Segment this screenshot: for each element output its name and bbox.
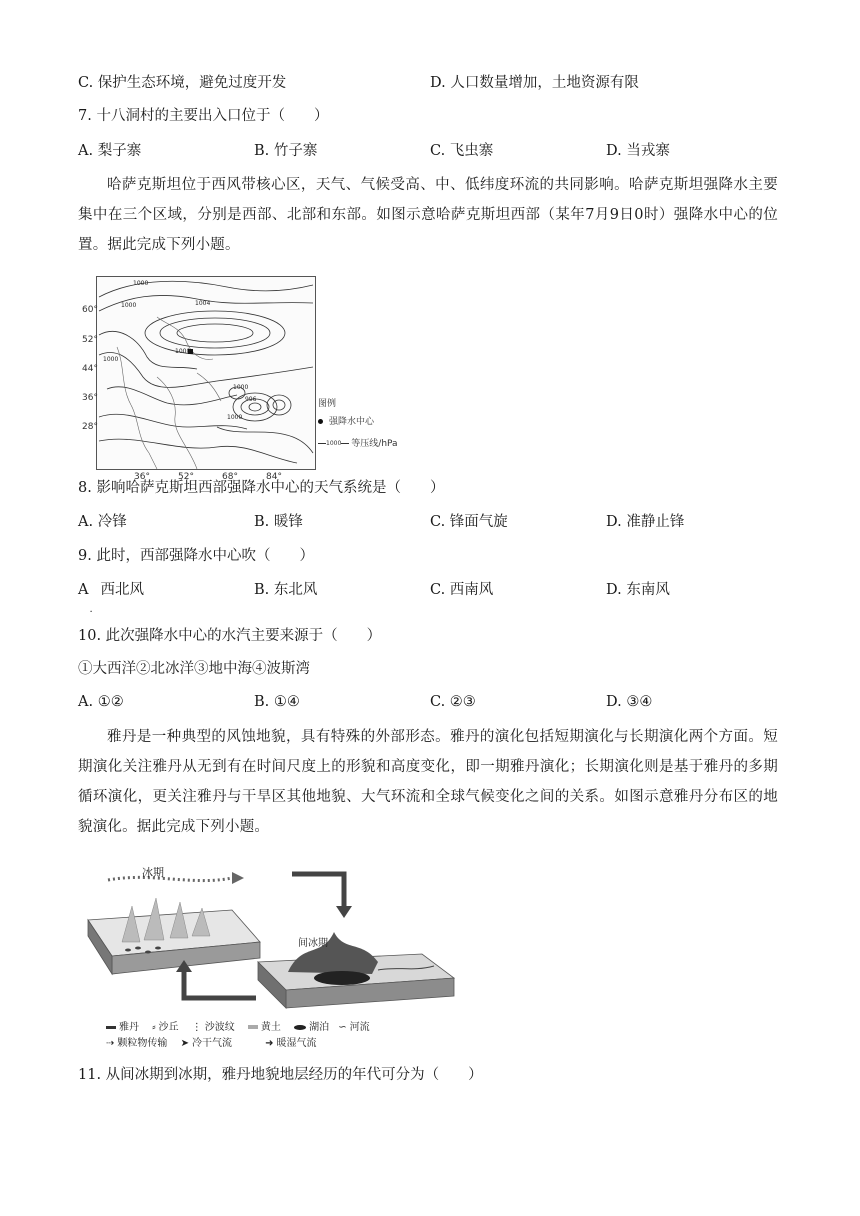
isobar-label: 1004 bbox=[195, 300, 211, 307]
q9-option-d: D. 东南风 bbox=[606, 582, 670, 598]
yardang-mark bbox=[135, 947, 141, 950]
isobar-label: 1000 bbox=[175, 348, 191, 355]
lon-tick: 68° bbox=[222, 472, 238, 482]
q9-option-b: B. 东北风 bbox=[254, 582, 318, 598]
q7-option-c: C. 飞虫寨 bbox=[430, 143, 494, 159]
legend-yardang: 雅丹 bbox=[119, 1022, 139, 1033]
q6-option-d: D. 人口数量增加，土地资源有限 bbox=[430, 75, 639, 91]
q9-option-a-text: 西北风 bbox=[100, 582, 144, 598]
lat-tick: 44° bbox=[82, 364, 98, 374]
cycle-arrow bbox=[184, 972, 256, 998]
isobar-map bbox=[96, 276, 316, 470]
legend-center-label: 强降水中心 bbox=[329, 417, 375, 427]
isobar-line bbox=[99, 439, 297, 463]
lat-tick: 36° bbox=[82, 393, 98, 403]
legend-warm-humid-airflow: 暖湿气流 bbox=[276, 1038, 317, 1049]
cold-dry-airflow-arrow bbox=[108, 877, 232, 880]
q8-option-d: D. 准静止锋 bbox=[606, 514, 685, 530]
yardang-legend-row-1: 雅丹 ⸗ 沙丘 ⋮ 沙波纹 黄土 湖泊 ∽ 河流 bbox=[106, 1018, 370, 1033]
q10-option-c: C. ②③ bbox=[430, 694, 476, 710]
lat-tick: 60° bbox=[82, 305, 98, 315]
isobar-label: 1000 bbox=[103, 356, 119, 363]
isobar-label: 1000 bbox=[133, 280, 149, 287]
q8-option-b: B. 暖锋 bbox=[254, 514, 303, 530]
yardang-mark bbox=[125, 949, 131, 952]
q10-option-b: B. ①④ bbox=[254, 694, 300, 710]
yardang-figure bbox=[82, 862, 462, 1052]
passage-kazakhstan: 哈萨克斯坦位于西风带核心区，天气、气候受高、中、低纬度环流的共同影响。哈萨克斯坦强降水主要集中在三个区域，分别是西部、北部和东部。如图示意哈萨克斯坦西部（某年7月9日0时）强降水中心的位置。据此完成下列小题。 bbox=[78, 177, 778, 253]
isobar-line bbox=[267, 395, 291, 415]
q10-choices: ①大西洋②北冰洋③地中海④波斯湾 bbox=[78, 661, 310, 677]
q6-option-c: C. 保护生态环境，避免过度开发 bbox=[78, 75, 287, 91]
border-line bbox=[197, 373, 221, 401]
isobar-map-svg bbox=[97, 277, 315, 469]
coastline bbox=[157, 377, 197, 469]
q11-stem: 11. 从间冰期到冰期，雅丹地貌地层经历的年代可分为（ ） bbox=[78, 1067, 483, 1083]
isobar-line bbox=[217, 427, 313, 453]
isobar-line bbox=[273, 400, 285, 410]
lon-tick: 52° bbox=[178, 472, 194, 482]
q10-option-a: A. ①② bbox=[78, 694, 124, 710]
q9-stem: 9. 此时，西部强降水中心吹（ ） bbox=[78, 548, 314, 564]
legend-loess: 黄土 bbox=[260, 1022, 281, 1033]
isobar-label: 1000 bbox=[121, 302, 137, 309]
isobar-label: 1000 bbox=[227, 414, 243, 421]
yardang-diagram bbox=[82, 862, 462, 1022]
legend-particle-transport: 颗粒物传输 bbox=[117, 1038, 168, 1049]
legend-sand-ripple: 沙波纹 bbox=[204, 1022, 235, 1033]
isobar-label: 996 bbox=[245, 396, 257, 403]
lat-tick: 52° bbox=[82, 335, 98, 345]
isobar-line bbox=[177, 324, 253, 342]
coastline bbox=[117, 347, 157, 469]
airflow-arrowhead-icon bbox=[232, 872, 244, 884]
q8-stem: 8. 影响哈萨克斯坦西部强降水中心的天气系统是（ ） bbox=[78, 480, 445, 496]
isobar-line bbox=[249, 403, 261, 411]
rain-center-dot-icon bbox=[318, 419, 323, 424]
isobar-label: 1000 bbox=[233, 384, 249, 391]
lake-shape bbox=[314, 971, 370, 985]
q8-option-c: C. 锋面气旋 bbox=[430, 514, 508, 530]
glacial-label: 冰期 bbox=[142, 866, 164, 879]
isobar-line bbox=[99, 414, 247, 429]
q7-option-b: B. 竹子寨 bbox=[254, 143, 318, 159]
q7-option-d: D. 当戎寨 bbox=[606, 143, 670, 159]
map-legend-title: 图例 bbox=[318, 399, 337, 409]
q10-option-d: D. ③④ bbox=[606, 694, 653, 710]
lat-tick: 28° bbox=[82, 422, 98, 432]
legend-cold-dry-airflow: 冷干气流 bbox=[191, 1038, 232, 1049]
lon-tick: 84° bbox=[266, 472, 282, 482]
cycle-arrow bbox=[292, 874, 344, 906]
passage-yardang: 雅丹是一种典型的风蚀地貌，具有特殊的外部形态。雅丹的演化包括短期演化与长期演化两个方面。短期演化关注雅丹从无到有在时间尺度上的形貌和高度变化，即一期雅丹演化；长期演化则是基于雅丹的多期循环演化，更关注雅丹与干旱区其他地貌、大气环流和全球气候变化之间的关系。如图示意雅丹分布区的地貌演化。据此完成下列小题。 bbox=[78, 729, 778, 835]
interglacial-label: 间冰期 bbox=[298, 938, 328, 949]
map-legend-center bbox=[318, 414, 374, 427]
legend-isobar-label: 等压线/hPa bbox=[351, 439, 398, 449]
q9-option-a: A . 西北风 bbox=[78, 582, 144, 615]
isobar-line bbox=[99, 281, 313, 297]
legend-dune: 沙丘 bbox=[158, 1022, 179, 1033]
isobar-line bbox=[160, 318, 270, 348]
legend-river: 河流 bbox=[349, 1022, 370, 1033]
q8-option-a: A. 冷锋 bbox=[78, 514, 127, 530]
q7-stem: 7. 十八洞村的主要出入口位于（ ） bbox=[78, 108, 329, 124]
yardang-legend-row-2: ⇢ 颗粒物传输 ➤ 冷干气流 ➜ 暖湿气流 bbox=[106, 1038, 317, 1049]
map-legend-isobar bbox=[318, 436, 398, 449]
q10-stem: 10. 此次强降水中心的水汽主要来源于（ ） bbox=[78, 628, 382, 644]
q9-option-a-letter: A bbox=[78, 582, 89, 598]
yardang-mark bbox=[155, 947, 161, 950]
lon-tick: 36° bbox=[134, 472, 150, 482]
q9-option-c: C. 西南风 bbox=[430, 582, 494, 598]
legend-lake: 湖泊 bbox=[309, 1022, 330, 1033]
cycle-arrowhead-down-icon bbox=[336, 906, 352, 918]
isobar-line bbox=[99, 352, 313, 387]
yardang-mark bbox=[145, 951, 151, 954]
legend-isobar-value: 1000 bbox=[326, 440, 342, 447]
q7-option-a: A. 梨子寨 bbox=[78, 143, 142, 159]
